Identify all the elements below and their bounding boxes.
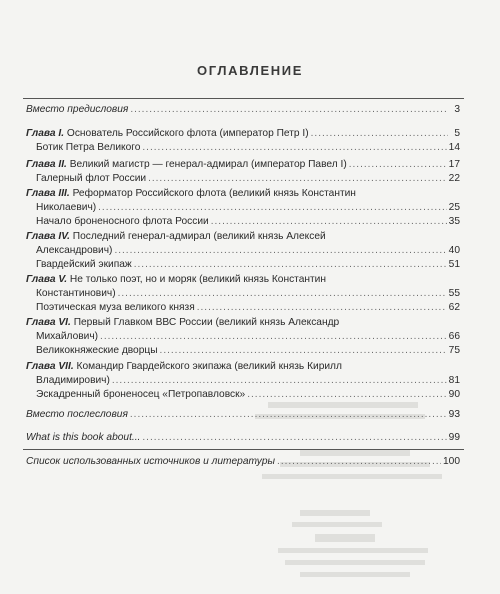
page-number: 75 xyxy=(448,345,460,356)
toc-entry-section xyxy=(26,388,460,402)
page-number: 22 xyxy=(448,173,460,184)
toc-entry-chapter-4 xyxy=(26,230,460,244)
entry-title: Владимирович) xyxy=(36,375,110,386)
chapter-label: Глава V. xyxy=(26,274,68,285)
toc-entry-section xyxy=(26,141,460,155)
toc-entry-afterword xyxy=(26,408,460,422)
entry-title: Ботик Петра Великого xyxy=(36,142,141,153)
page-number: 62 xyxy=(448,302,460,313)
toc-entry-continuation xyxy=(26,287,460,301)
dot-leader xyxy=(148,172,447,186)
page-number: 25 xyxy=(448,202,460,213)
toc-entry-bibliography xyxy=(26,455,460,469)
dot-leader xyxy=(112,374,447,388)
dot-leader xyxy=(142,431,446,445)
dot-leader xyxy=(98,201,447,215)
dot-leader xyxy=(114,244,446,258)
toc-entry-section xyxy=(26,258,460,272)
toc-entry-chapter-6 xyxy=(26,316,460,330)
entry-title: Командир Гвардейского экипажа (великий князь Кирилл xyxy=(76,361,342,372)
toc-entry-continuation xyxy=(26,374,460,388)
chapter-label: Глава I. xyxy=(26,128,65,139)
dot-leader xyxy=(247,388,446,402)
toc-entry-chapter-3 xyxy=(26,187,460,201)
toc-entry-continuation xyxy=(26,330,460,344)
dot-leader xyxy=(118,287,447,301)
entry-title: Не только поэт, но и моряк (великий князь Константин xyxy=(69,274,326,285)
chapter-label: Глава IV. xyxy=(26,231,70,242)
dot-leader xyxy=(160,344,447,358)
entry-title: Михайлович) xyxy=(36,331,99,342)
page-number: 51 xyxy=(448,259,460,270)
page-number: 66 xyxy=(448,331,460,342)
entry-title: Эскадренный броненосец «Петропавловск» xyxy=(36,389,246,400)
toc-entry-chapter-5 xyxy=(26,273,460,287)
page-number: 81 xyxy=(448,375,460,386)
entry-title: Великокняжеские дворцы xyxy=(36,345,158,356)
toc-title: ОГЛАВЛЕНИЕ xyxy=(197,63,303,78)
toc-entry-continuation xyxy=(26,201,460,215)
toc-entry-preface xyxy=(26,103,460,117)
entry-title: Галерный флот России xyxy=(36,173,147,184)
entry-title: Вместо предисловия xyxy=(26,104,129,115)
page-number: 5 xyxy=(454,128,460,139)
toc-entry-section xyxy=(26,301,460,315)
toc-entry-continuation xyxy=(26,244,460,258)
page-number: 90 xyxy=(448,389,460,400)
chapter-label: Глава III. xyxy=(26,188,70,199)
dot-leader xyxy=(277,455,441,469)
toc-entry-section xyxy=(26,344,460,358)
toc-entry-english-summary xyxy=(26,431,460,445)
entry-title: Список использованных источников и литературы xyxy=(26,456,276,467)
page-number: 99 xyxy=(448,432,460,443)
toc-entry-chapter-1 xyxy=(26,127,460,141)
entry-title: Реформатор Российского флота (великий князь Константин xyxy=(72,188,356,199)
dot-leader xyxy=(349,158,447,172)
page-number: 55 xyxy=(448,288,460,299)
bottom-rule xyxy=(23,449,464,450)
dot-leader xyxy=(100,330,447,344)
chapter-label: Глава VI. xyxy=(26,317,71,328)
entry-title: Александрович) xyxy=(36,245,113,256)
page-number: 3 xyxy=(454,104,460,115)
page-number: 14 xyxy=(448,142,460,153)
dot-leader xyxy=(130,408,447,422)
page-number: 93 xyxy=(448,409,460,420)
dot-leader xyxy=(130,103,448,117)
toc-entry-section xyxy=(26,172,460,186)
toc-entry-chapter-2 xyxy=(26,158,460,172)
entry-title: Основатель Российского флота (император Петр I) xyxy=(66,128,309,139)
entry-title: Константинович) xyxy=(36,288,116,299)
toc-entry-chapter-7 xyxy=(26,360,460,374)
entry-title: What is this book about... xyxy=(26,432,141,443)
entry-title: Последний генерал-адмирал (великий князь Алексей xyxy=(72,231,326,242)
page-number: 35 xyxy=(448,216,460,227)
page-number: 17 xyxy=(448,159,460,170)
top-rule xyxy=(23,98,464,99)
dot-leader xyxy=(211,215,447,229)
entry-title: Первый Главком ВВС России (великий князь Александр xyxy=(73,317,340,328)
chapter-label: Глава II. xyxy=(26,159,67,170)
entry-title: Великий магистр — генерал-адмирал (император Павел I) xyxy=(69,159,347,170)
page-number: 40 xyxy=(448,245,460,256)
dot-leader xyxy=(197,301,447,315)
entry-title: Начало броненосного флота России xyxy=(36,216,209,227)
dot-leader xyxy=(311,127,448,141)
toc-entry-section xyxy=(26,215,460,229)
entry-title: Николаевич) xyxy=(36,202,97,213)
dot-leader xyxy=(142,141,446,155)
dot-leader xyxy=(134,258,447,272)
chapter-label: Глава VII. xyxy=(26,361,74,372)
entry-title: Поэтическая муза великого князя xyxy=(36,302,195,313)
entry-title: Гвардейский экипаж xyxy=(36,259,132,270)
page-number: 100 xyxy=(443,456,460,467)
entry-title: Вместо послесловия xyxy=(26,409,128,420)
